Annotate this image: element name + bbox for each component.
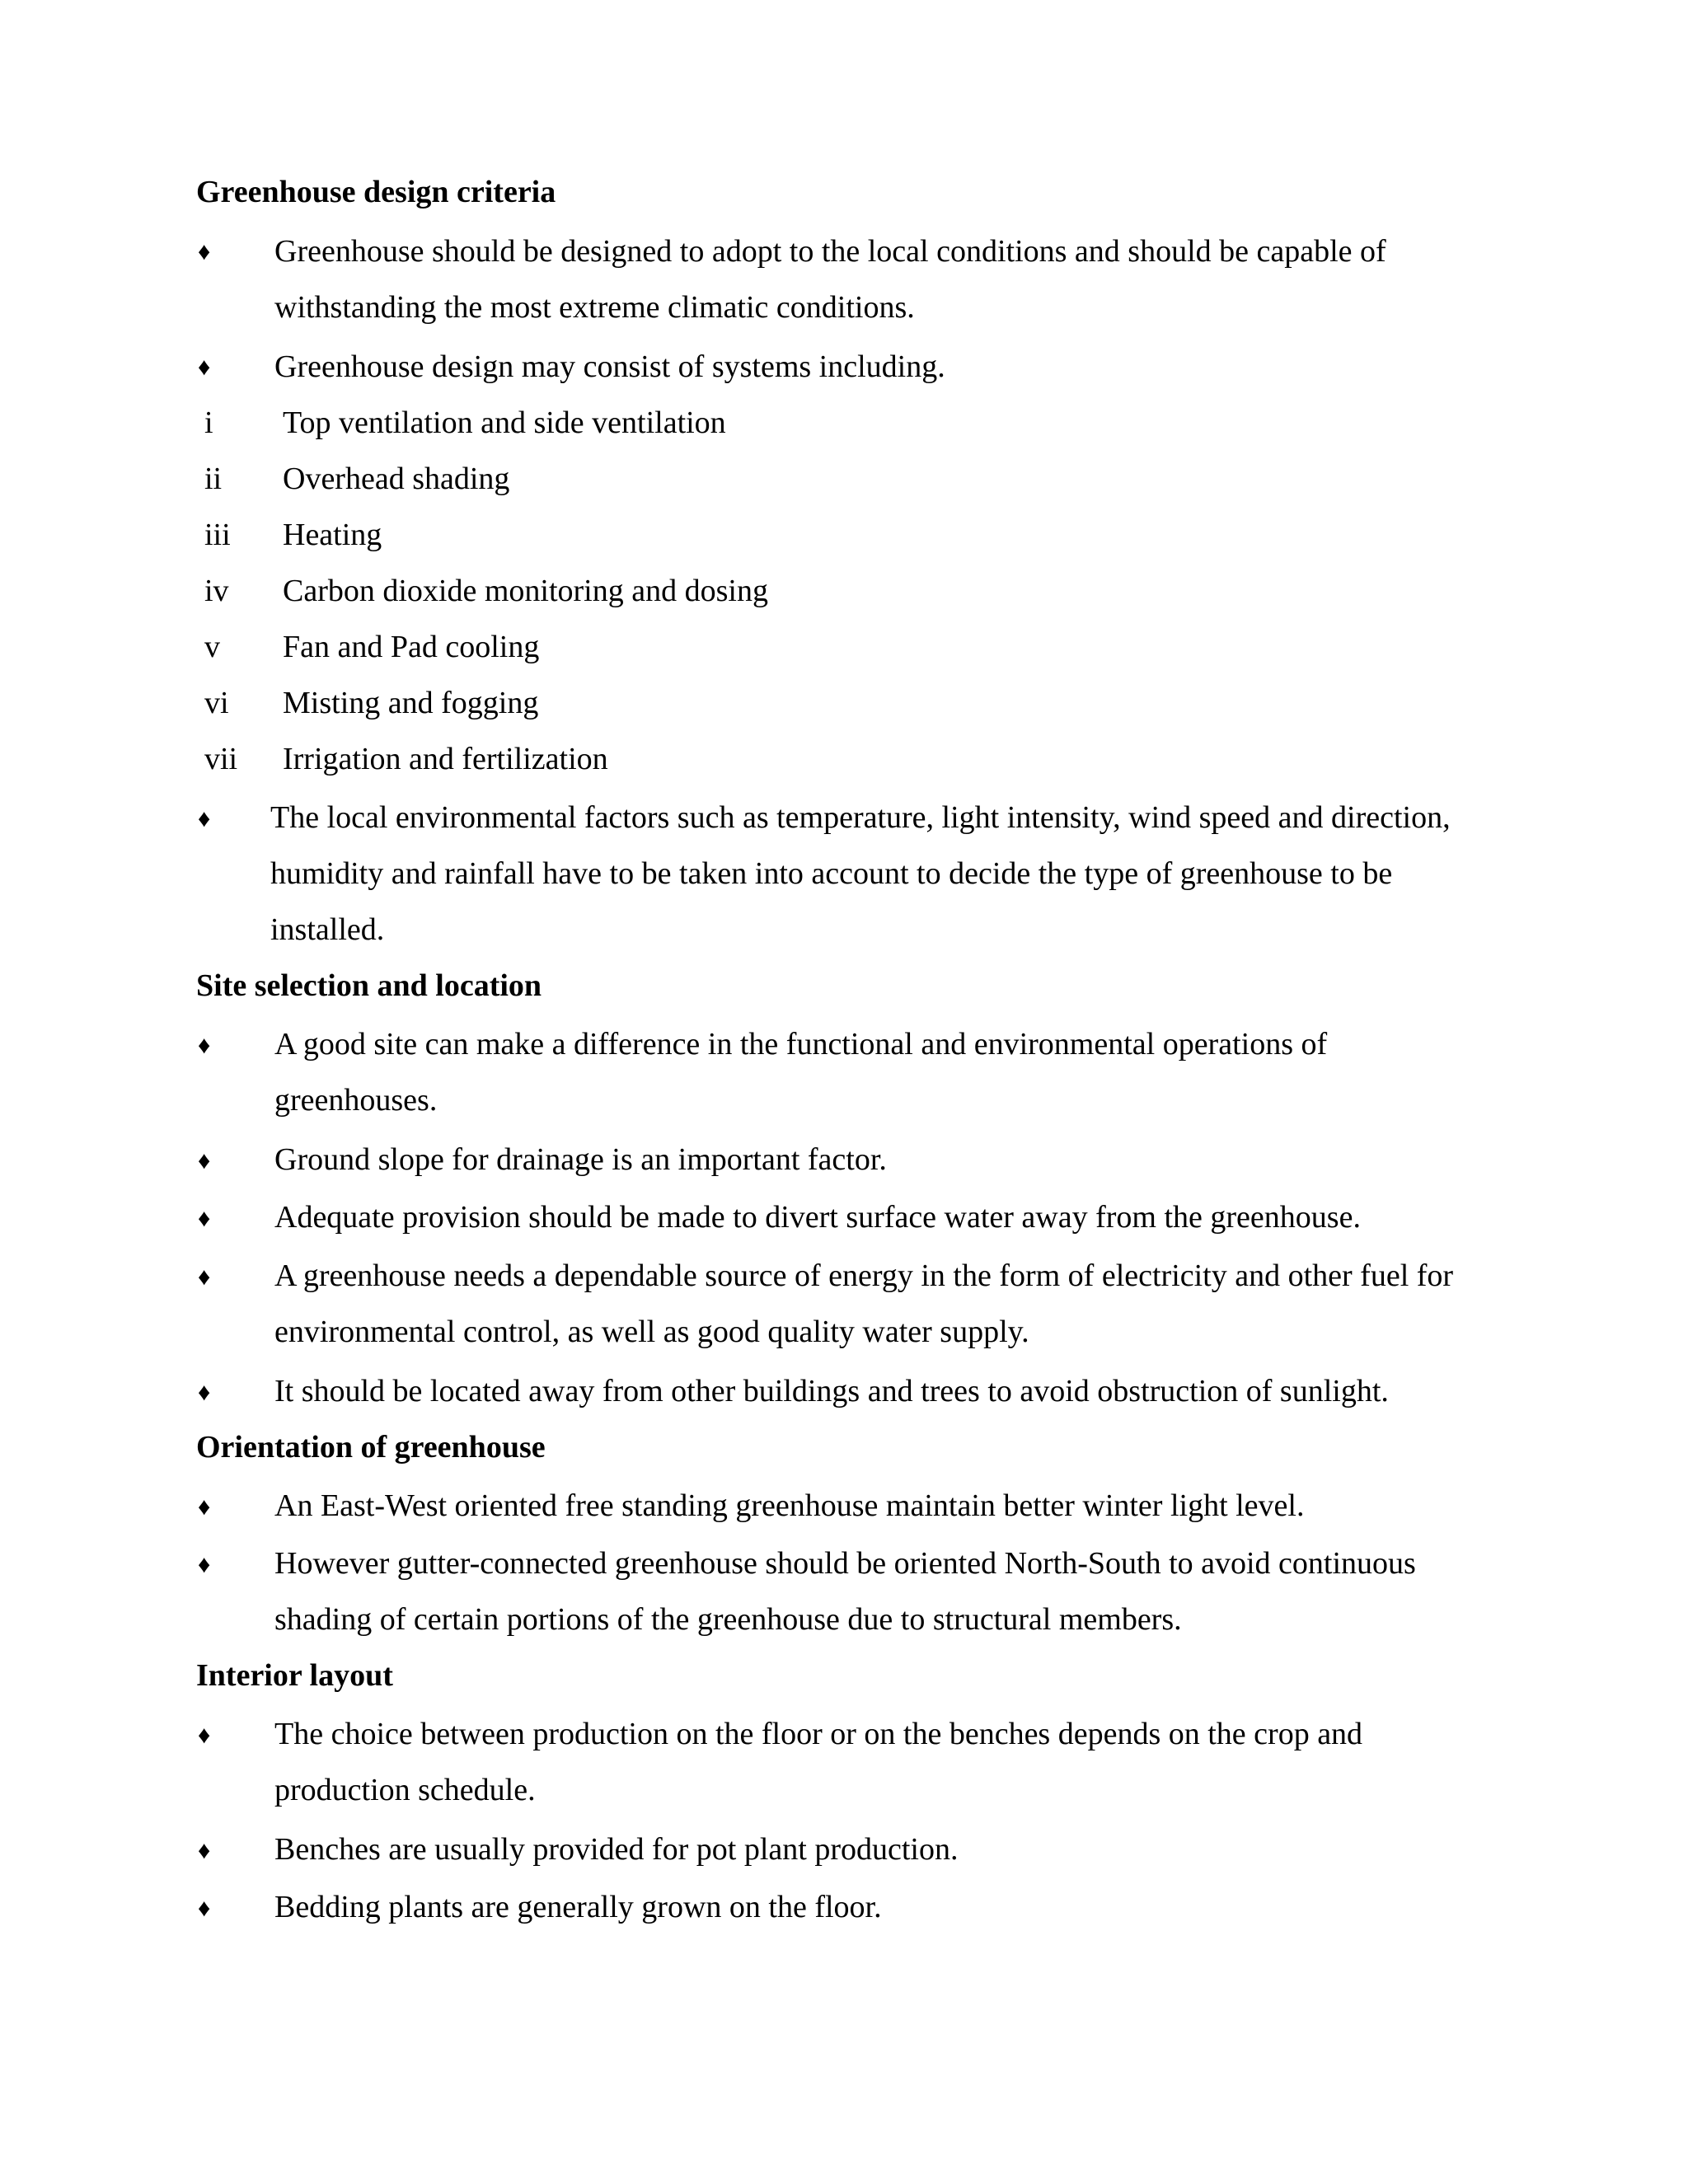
paragraph-line: It should be located away from other buildings and trees to avoid obstruction of sunlight. bbox=[274, 1374, 1389, 1408]
list-numeral: ii bbox=[204, 462, 223, 496]
paragraph-line: withstanding the most extreme climatic conditions. bbox=[274, 290, 915, 325]
paragraph-line: environmental control, as well as good quality water supply. bbox=[274, 1315, 1029, 1349]
list-item: Overhead shading bbox=[283, 462, 510, 496]
paragraph-line: production schedule. bbox=[274, 1773, 536, 1807]
paragraph-line: The choice between production on the floor or on the benches depends on the crop and bbox=[274, 1717, 1363, 1751]
list-numeral: vi bbox=[204, 686, 229, 720]
paragraph-line: An East-West oriented free standing greenhouse maintain better winter light level. bbox=[274, 1488, 1305, 1523]
list-item: Irrigation and fertilization bbox=[283, 742, 608, 776]
section-heading-orientation: Orientation of greenhouse bbox=[196, 1430, 546, 1465]
bullet-icon: ♦ bbox=[198, 1895, 211, 1922]
bullet-icon: ♦ bbox=[198, 1837, 211, 1864]
list-numeral: v bbox=[204, 630, 220, 664]
paragraph-line: A good site can make a difference in the functional and environmental operations of bbox=[274, 1027, 1328, 1062]
bullet-icon: ♦ bbox=[198, 1493, 211, 1521]
section-heading-site-selection: Site selection and location bbox=[196, 968, 542, 1003]
paragraph-line: Benches are usually provided for pot plant production. bbox=[274, 1832, 959, 1867]
bullet-icon: ♦ bbox=[198, 354, 211, 381]
list-item: Carbon dioxide monitoring and dosing bbox=[283, 574, 768, 608]
list-item: Top ventilation and side ventilation bbox=[283, 405, 726, 440]
paragraph-line: shading of certain portions of the greenhouse due to structural members. bbox=[274, 1602, 1182, 1637]
bullet-icon: ♦ bbox=[198, 805, 211, 832]
paragraph-line: humidity and rainfall have to be taken into account to decide the type of greenhouse to be bbox=[270, 856, 1393, 891]
list-numeral: iv bbox=[204, 574, 229, 608]
paragraph-line: Greenhouse should be designed to adopt to the local conditions and should be capable of bbox=[274, 234, 1386, 269]
bullet-icon: ♦ bbox=[198, 1379, 211, 1406]
bullet-icon: ♦ bbox=[198, 1147, 211, 1174]
paragraph-line: The local environmental factors such as temperature, light intensity, wind speed and direction, bbox=[270, 800, 1451, 835]
bullet-icon: ♦ bbox=[198, 1032, 211, 1059]
bullet-icon: ♦ bbox=[198, 1551, 211, 1578]
bullet-icon: ♦ bbox=[198, 1263, 211, 1291]
bullet-icon: ♦ bbox=[198, 1205, 211, 1232]
list-numeral: i bbox=[204, 405, 213, 440]
paragraph-line: A greenhouse needs a dependable source of energy in the form of electricity and other fuel for bbox=[274, 1258, 1454, 1293]
bullet-icon: ♦ bbox=[198, 1722, 211, 1749]
list-item: Misting and fogging bbox=[283, 686, 539, 720]
paragraph-line: greenhouses. bbox=[274, 1083, 438, 1118]
bullet-icon: ♦ bbox=[198, 238, 211, 265]
paragraph-line: installed. bbox=[270, 912, 385, 947]
list-item: Fan and Pad cooling bbox=[283, 630, 540, 664]
paragraph-line: Adequate provision should be made to divert surface water away from the greenhouse. bbox=[274, 1200, 1361, 1235]
list-item: Heating bbox=[283, 518, 382, 552]
section-heading-interior-layout: Interior layout bbox=[196, 1658, 393, 1693]
list-numeral: iii bbox=[204, 518, 231, 552]
paragraph-line: Bedding plants are generally grown on the floor. bbox=[274, 1890, 882, 1924]
paragraph-line: Greenhouse design may consist of systems including. bbox=[274, 349, 945, 384]
list-numeral: vii bbox=[204, 742, 238, 776]
paragraph-line: However gutter-connected greenhouse should be oriented North-South to avoid continuous bbox=[274, 1546, 1416, 1581]
paragraph-line: Ground slope for drainage is an important factor. bbox=[274, 1142, 887, 1177]
section-heading-design-criteria: Greenhouse design criteria bbox=[196, 175, 556, 209]
